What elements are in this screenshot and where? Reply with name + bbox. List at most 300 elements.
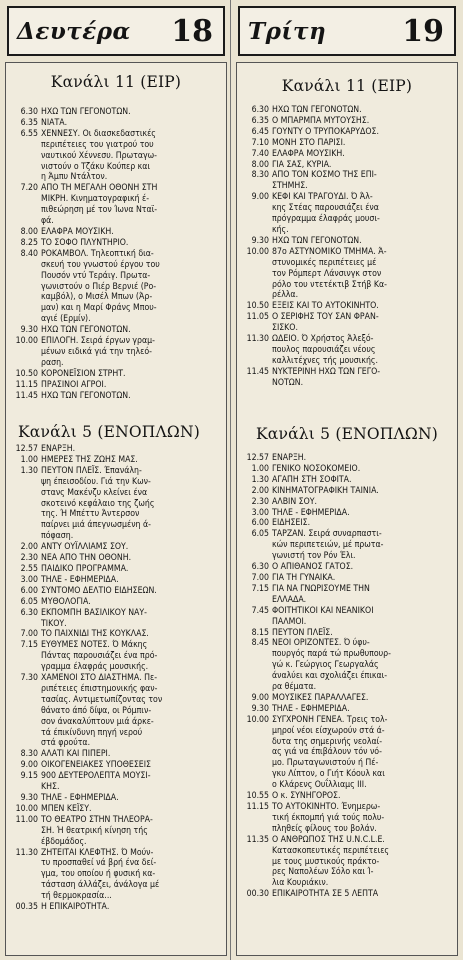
program-text-line: ΚΕΦΙ ΚΑΙ ΤΡΑΓΟΥΔΙ. Ό Άλ- bbox=[272, 192, 373, 203]
program-text-line: ΣΤΗΜΗΣ. bbox=[272, 181, 308, 192]
program-entry bbox=[240, 889, 454, 900]
program-text-line: ΝΕΟΙ ΟΡΙΖΟΝΤΕΣ. Ό ύφυ- bbox=[272, 638, 370, 649]
day-number: 18 bbox=[171, 13, 213, 49]
program-description bbox=[272, 715, 454, 791]
program-description bbox=[272, 497, 454, 508]
program-entry bbox=[9, 369, 223, 380]
program-time: 8.00 bbox=[20, 226, 38, 237]
program-time: 6.30 bbox=[20, 607, 38, 618]
program-text-line: ΣΥΝΤΟΜΟ ΔΕΛΤΙΟ ΕΙΔΗΣΕΩΝ. bbox=[41, 585, 157, 596]
program-text-line: αγιέ (Ερμίν). bbox=[41, 314, 91, 325]
program-time: 10.50 bbox=[246, 301, 269, 312]
listings-box bbox=[236, 62, 458, 956]
program-text-line: ΤΟ ΠΑΙΧΝΙΔΙ ΤΗΣ ΚΟΥΚΛΑΣ. bbox=[41, 629, 149, 640]
program-description bbox=[272, 573, 454, 584]
program-text-line: ΜΟΥΣΙΚΕΣ ΠΑΡΑΛΛΑΓΕΣ. bbox=[272, 692, 369, 703]
program-time: 2.30 bbox=[251, 496, 269, 507]
program-text-line: κών περιπετειών, μέ πρωτα- bbox=[272, 540, 384, 551]
program-time: 1.30 bbox=[20, 465, 38, 476]
program-text-line: μο. Πρωταγωνιστούν ή Πέ- bbox=[272, 758, 379, 769]
program-description bbox=[272, 693, 454, 704]
program-text-line: ΜΟΝΗ ΣΤΟ ΠΑΡΙΣΙ. bbox=[272, 137, 346, 148]
program-description bbox=[41, 118, 223, 129]
program-entry bbox=[240, 529, 454, 562]
program-text-line: της. Ή Μπέττυ Άντερσον bbox=[41, 509, 140, 520]
program-text-line: πουλος παρουσιάζει νέους bbox=[272, 344, 376, 355]
program-time: 6.55 bbox=[20, 128, 38, 139]
program-description bbox=[272, 334, 454, 367]
program-description bbox=[41, 542, 223, 553]
program-text-line: ΤΟ ΑΥΤΟΚΙΝΗΤΟ. Ένημερω- bbox=[272, 802, 381, 812]
program-description bbox=[272, 192, 454, 236]
program-text-line: ΠΑΙΔΙΚΟ ΠΡΟΓΡΑΜΜΑ. bbox=[41, 563, 129, 574]
program-time: 8.15 bbox=[251, 627, 269, 638]
program-text-line: έβδομάδος. bbox=[41, 836, 87, 847]
program-text-line: λια Κουριάκιν. bbox=[272, 878, 329, 889]
program-entry bbox=[240, 464, 454, 475]
program-description bbox=[272, 301, 454, 312]
program-entry bbox=[9, 902, 223, 913]
program-text-line: νιστούν ο Τζάκυ Κούπερ και bbox=[41, 161, 151, 172]
program-text-line: ΜΠΕΝ ΚΕΪΣΥ. bbox=[41, 803, 92, 814]
program-text-line: ΜΥΘΟΛΟΓΙΑ. bbox=[41, 596, 91, 607]
program-description bbox=[272, 486, 454, 497]
program-description bbox=[272, 464, 454, 475]
program-text-line: Η ΕΠΙΚΑΙΡΟΤΗΤΑ. bbox=[41, 902, 110, 913]
program-time: 6.30 bbox=[251, 562, 269, 573]
program-text-line: ΝΙΑΤΑ. bbox=[41, 117, 68, 128]
program-text-line: γραμμα έλαφράς μουσικής. bbox=[41, 662, 149, 673]
program-description bbox=[41, 455, 223, 466]
program-entry bbox=[9, 325, 223, 336]
program-text-line: Πουσόν ντύ Τεράιγ. Πρωτα- bbox=[41, 270, 151, 281]
program-description bbox=[272, 508, 454, 519]
program-text-line: στυνομικές περιπέτειες μέ bbox=[272, 257, 377, 268]
program-entry bbox=[9, 771, 223, 793]
program-text-line: μηροί νέοι είσχωρούν στά ά- bbox=[272, 725, 385, 736]
program-entry bbox=[9, 466, 223, 542]
program-description bbox=[272, 791, 454, 802]
program-text-line: ΗΧΩ ΤΩΝ ΓΕΓΟΝΟΤΩΝ. bbox=[41, 390, 131, 401]
program-time: 8.45 bbox=[251, 638, 269, 649]
program-text-line: ΤΟ ΘΕΑΤΡΟ ΣΤΗΝ ΤΗΛΕΟΡΑ- bbox=[41, 814, 153, 825]
program-entry bbox=[9, 608, 223, 630]
tuesday-column bbox=[234, 0, 460, 960]
program-time: 8.30 bbox=[251, 170, 269, 181]
program-description bbox=[41, 380, 223, 391]
program-text-line: ΑΠΟ ΤΟΝ ΚΟΣΜΟ ΤΗΣ ΕΠΙ- bbox=[272, 170, 377, 181]
program-entry bbox=[9, 575, 223, 586]
program-description bbox=[41, 227, 223, 238]
program-text-line: ΤΑΡΖΑΝ. Σειρά συναρπαστι- bbox=[272, 529, 382, 540]
program-description bbox=[41, 749, 223, 760]
program-description bbox=[272, 889, 454, 900]
program-entry bbox=[9, 749, 223, 760]
program-time: 6.30 bbox=[20, 107, 38, 117]
program-entry bbox=[240, 584, 454, 606]
program-text-line: ΗΧΩ ΤΩΝ ΓΕΓΟΝΟΤΩΝ. bbox=[272, 105, 362, 115]
program-text-line: ΠΡΑΣΙΝΟΙ ΑΓΡΟΙ. bbox=[41, 379, 107, 390]
program-text-line: τική έκπομπή γιά τούς πολυ- bbox=[272, 812, 385, 823]
program-entry bbox=[240, 497, 454, 508]
program-description bbox=[41, 183, 223, 227]
program-time: 11.30 bbox=[246, 334, 269, 345]
program-text-line: ας γιά να έπιβάλουν τόν νό- bbox=[272, 747, 382, 758]
program-time: 9.30 bbox=[251, 703, 269, 714]
program-entry bbox=[9, 597, 223, 608]
program-description bbox=[272, 116, 454, 127]
channel-heading: Κανάλι 5 (ΕΝΟΠΛΩΝ) bbox=[256, 425, 438, 443]
program-text-line: ο Κλάρενς Ουΐλλιαμς ΙΙΙ. bbox=[272, 780, 367, 791]
program-description bbox=[272, 138, 454, 149]
program-entry bbox=[240, 301, 454, 312]
program-time: 9.00 bbox=[251, 192, 269, 203]
program-text-line: ΤΙΚΟΥ. bbox=[41, 618, 67, 629]
program-time: 8.25 bbox=[20, 237, 38, 248]
program-text-line: Κατασκοπευτικές περιπέτειες bbox=[272, 845, 390, 856]
program-entry bbox=[240, 628, 454, 639]
program-description bbox=[272, 312, 454, 334]
program-text-line: πληθείς φίλους του βολάν. bbox=[272, 823, 377, 834]
program-text-line: τασίας. Αντιμετωπίζοντας τον bbox=[41, 694, 163, 705]
program-time: 11.15 bbox=[15, 379, 38, 390]
program-text-line: τον Ρόμπερτ Λάνσινγκ στον bbox=[272, 268, 382, 279]
program-entry bbox=[9, 793, 223, 804]
program-text-line: ΜΙΚΡΗ. Κινηματογραφική έ- bbox=[41, 194, 150, 205]
program-text-line: φά. bbox=[41, 216, 54, 227]
program-description bbox=[41, 575, 223, 586]
program-text-line: ΚΟΡΟΝΕΪΣΙΟΝ ΣΤΡΗΤ. bbox=[41, 368, 126, 379]
program-time: 7.10 bbox=[251, 137, 269, 148]
program-time: 9.30 bbox=[251, 235, 269, 246]
program-description bbox=[272, 835, 454, 890]
day-header bbox=[7, 6, 225, 56]
program-time: 10.00 bbox=[15, 803, 38, 814]
day-number: 19 bbox=[402, 13, 444, 49]
program-entry bbox=[240, 486, 454, 497]
program-description bbox=[41, 597, 223, 608]
program-entry bbox=[9, 553, 223, 564]
program-text-line: στανς Μακένζυ κλείνει ένα bbox=[41, 487, 148, 498]
column-divider bbox=[230, 0, 231, 960]
program-text-line: πουργός παρά τώ πρωθυπουρ- bbox=[272, 649, 391, 660]
program-text-line: ΠΕΥΤΟΝ ΠΛΕΪΣ. Έπανάλη- bbox=[41, 465, 142, 476]
program-entry bbox=[9, 129, 223, 184]
program-entry bbox=[9, 455, 223, 466]
program-description bbox=[41, 325, 223, 336]
program-entry bbox=[9, 760, 223, 771]
program-text-line: ΑΛΒΙΝ ΣΟΥ. bbox=[272, 496, 318, 507]
program-time: 6.05 bbox=[251, 529, 269, 540]
program-text-line: ρόλο του ντετέκτιβ Στήβ Κα- bbox=[272, 279, 387, 290]
program-text-line: τυ προσπαθεί νά βρή ένα δεί- bbox=[41, 858, 157, 869]
program-entry bbox=[9, 542, 223, 553]
program-entry bbox=[240, 127, 454, 138]
program-time: 7.15 bbox=[251, 583, 269, 594]
program-text-line: περιπέτειες του γιατρού του bbox=[41, 139, 154, 150]
program-entry bbox=[240, 170, 454, 192]
program-description bbox=[272, 160, 454, 171]
program-description bbox=[41, 760, 223, 771]
program-text-line: ΕΥΘΥΜΕΣ ΝΟΤΕΣ. Ό Μάκης bbox=[41, 640, 148, 651]
program-time: 2.30 bbox=[20, 553, 38, 564]
program-time: 7.20 bbox=[20, 183, 38, 194]
program-text-line: ΡΟΚΑΜΒΟΛ. Τηλεοπτική δια- bbox=[41, 248, 154, 259]
program-description bbox=[41, 369, 223, 380]
program-text-line: ΓΕΝΙΚΟ ΝΟΣΟΚΟΜΕΙΟ. bbox=[272, 463, 361, 474]
program-text-line: ΑΠΟ ΤΗ ΜΕΓΑΛΗ ΟΘΟΝΗ ΣΤΗ bbox=[41, 183, 158, 194]
program-list bbox=[9, 444, 223, 913]
program-description bbox=[272, 236, 454, 247]
program-text-line: μένων ειδικά γιά την τηλεό- bbox=[41, 346, 153, 357]
program-text-line: ΤΗΛΕ - ΕΦΗΜΕΡΙΔΑ. bbox=[41, 574, 119, 585]
program-entry bbox=[9, 238, 223, 249]
program-entry bbox=[240, 160, 454, 171]
program-time: 9.00 bbox=[251, 692, 269, 703]
program-entry bbox=[9, 640, 223, 673]
program-text-line: η Άμπυ Ντάλτον. bbox=[41, 172, 108, 183]
program-text-line: ρα θέματα. bbox=[272, 682, 317, 693]
program-text-line: ΝΥΚΤΕΡΙΝΗ ΗΧΩ ΤΩΝ ΓΕΓΟ- bbox=[272, 366, 381, 377]
program-description bbox=[272, 802, 454, 835]
program-entry bbox=[9, 336, 223, 369]
program-text-line: Ο ΜΠΑΡΜΠΑ ΜΥΤΟΥΣΗΣ. bbox=[272, 115, 370, 126]
program-text-line: τάσταση άλλάζει, άνάλογα μέ bbox=[41, 880, 160, 891]
program-entry bbox=[9, 673, 223, 749]
program-time: 9.00 bbox=[20, 760, 38, 771]
program-time: 6.35 bbox=[20, 117, 38, 128]
program-entry bbox=[240, 704, 454, 715]
program-text-line: ναυτικού Χέννεσυ. Πρωταγω- bbox=[41, 150, 157, 161]
program-text-line: ΕΞΕΙΣ ΚΑΙ ΤΟ ΑΥΤΟΚΙΝΗΤΟ. bbox=[272, 301, 379, 312]
program-entry bbox=[240, 105, 454, 116]
program-description bbox=[41, 902, 223, 913]
program-time: 10.50 bbox=[15, 368, 38, 379]
program-description bbox=[41, 107, 223, 118]
program-description bbox=[41, 466, 223, 542]
program-time: 1.30 bbox=[251, 474, 269, 485]
program-text-line: με τους μυστικούς πράκτο- bbox=[272, 856, 380, 867]
program-text-line: ΣΥΓΧΡΟΝΗ ΓΕΝΕΑ. Τρεις τολ- bbox=[272, 714, 388, 725]
program-time: 1.00 bbox=[20, 454, 38, 465]
program-entry bbox=[9, 107, 223, 118]
day-name: Τρίτη bbox=[248, 17, 327, 45]
program-entry bbox=[240, 192, 454, 236]
program-text-line: ΑΛΑΤΙ ΚΑΙ ΠΙΠΕΡΙ. bbox=[41, 749, 111, 760]
channel-heading: Κανάλι 5 (ΕΝΟΠΛΩΝ) bbox=[18, 423, 200, 441]
channel-heading: Κανάλι 11 (ΕΙΡ) bbox=[281, 77, 413, 95]
program-time: 10.00 bbox=[15, 336, 38, 347]
program-text-line: Ο ΣΕΡΙΦΗΣ ΤΟΥ ΣΑΝ ΦΡΑΝ- bbox=[272, 312, 379, 323]
program-time: 9.30 bbox=[20, 793, 38, 803]
program-time: 10.00 bbox=[246, 246, 269, 257]
program-time: 7.40 bbox=[251, 148, 269, 159]
program-text-line: πόφαση. bbox=[41, 531, 74, 542]
program-text-line: ψη έπεισοδίου. Γιά την Κων- bbox=[41, 476, 151, 487]
program-text-line: τά έπικίνδυνη πηγή νερού bbox=[41, 727, 143, 738]
program-time: 11.45 bbox=[15, 390, 38, 401]
program-entry bbox=[9, 804, 223, 815]
program-text-line: ΑΓΑΠΗ ΣΤΗ ΣΟΦΙΤΑ. bbox=[272, 474, 352, 485]
program-description bbox=[272, 247, 454, 302]
program-text-line: γώ κ. Γεώργιος Γεωργαλάς bbox=[272, 660, 379, 671]
program-time: 11.45 bbox=[246, 366, 269, 377]
program-description bbox=[41, 804, 223, 815]
program-text-line: ΕΛΑΦΡΑ ΜΟΥΣΙΚΗ. bbox=[41, 226, 114, 237]
program-entry bbox=[240, 693, 454, 704]
program-entry bbox=[9, 183, 223, 227]
program-description bbox=[272, 584, 454, 606]
program-description bbox=[272, 628, 454, 639]
program-time: 6.05 bbox=[20, 596, 38, 607]
program-text-line: ΓΙΑ ΣΑΣ, ΚΥΡΙΑ. bbox=[272, 159, 332, 170]
program-entry bbox=[9, 391, 223, 402]
program-time: 1.00 bbox=[251, 463, 269, 474]
program-time: 2.00 bbox=[20, 542, 38, 553]
program-list bbox=[9, 107, 223, 401]
program-time: 11.35 bbox=[246, 834, 269, 845]
program-text-line: γωνιστούν ο Πιέρ Βερνιέ (Ρο- bbox=[41, 281, 157, 292]
program-time: 6.30 bbox=[251, 105, 269, 115]
program-text-line: ΕΠΙΚΑΙΡΟΤΗΤΑ ΣΕ 5 ΛΕΠΤΑ bbox=[272, 889, 379, 900]
program-time: 12.57 bbox=[15, 444, 38, 454]
program-text-line: ΠΕΥΤΟΝ ΠΛΕΪΣ. bbox=[272, 627, 333, 638]
program-text-line: δυτα της σημερινής νεολαί- bbox=[272, 736, 383, 747]
program-text-line: Ο ΑΝΘΡΩΠΟΣ ΤΗΣ U.N.C.L.E. bbox=[272, 834, 385, 845]
program-description bbox=[41, 793, 223, 804]
program-text-line: ΤΗΛΕ - ΕΦΗΜΕΡΙΔΑ. bbox=[41, 793, 119, 803]
program-text-line: 900 ΔΕΥΤΕΡΟΛΕΠΤΑ ΜΟΥΣΙ- bbox=[41, 771, 151, 782]
program-entry bbox=[240, 573, 454, 584]
program-text-line: άναλύει και σχολιάζει έπικαι- bbox=[272, 671, 388, 682]
program-text-line: σκοτεινό κεφάλαιο της ζωής bbox=[41, 498, 155, 509]
program-description bbox=[41, 129, 223, 184]
day-name: Δευτέρα bbox=[17, 17, 131, 45]
program-text-line: σον άνακαλύπτουν μιά άρκε- bbox=[41, 716, 154, 727]
program-text-line: τή θερμοκρασία... bbox=[41, 891, 112, 902]
program-text-line: ΧΕΝΝΕΣΥ. Οι διασκεδαστικές bbox=[41, 128, 156, 139]
program-text-line: ΗΧΩ ΤΩΝ ΓΕΓΟΝΟΤΩΝ. bbox=[272, 235, 362, 246]
program-description bbox=[41, 238, 223, 249]
program-time: 11.00 bbox=[15, 814, 38, 825]
program-time: 3.00 bbox=[20, 574, 38, 585]
program-description bbox=[272, 170, 454, 192]
program-time: 7.15 bbox=[20, 640, 38, 651]
program-time: 7.00 bbox=[20, 629, 38, 640]
program-text-line: ραση. bbox=[41, 357, 64, 368]
program-time: 8.00 bbox=[251, 159, 269, 170]
program-time: 00.30 bbox=[246, 889, 269, 900]
program-text-line: ΤΗΛΕ - ΕΦΗΜΕΡΙΔΑ. bbox=[272, 703, 350, 714]
program-text-line: ΕΛΑΦΡΑ ΜΟΥΣΙΚΗ. bbox=[272, 148, 345, 159]
program-text-line: ΕΝΑΡΞΗ. bbox=[272, 453, 307, 463]
channel-heading: Κανάλι 11 (ΕΙΡ) bbox=[50, 73, 182, 91]
program-description bbox=[272, 453, 454, 464]
program-text-line: καμβόλ), ο Μισέλ Μπων (Άρ- bbox=[41, 292, 153, 303]
program-entry bbox=[240, 475, 454, 486]
program-entry bbox=[9, 564, 223, 575]
program-description bbox=[41, 771, 223, 793]
program-text-line: ΕΝΑΡΞΗ. bbox=[41, 444, 76, 454]
program-time: 7.45 bbox=[251, 605, 269, 616]
program-description bbox=[41, 564, 223, 575]
program-entry bbox=[240, 835, 454, 890]
program-text-line: πρόγραμμα έλαφράς μουσι- bbox=[272, 214, 380, 225]
program-list bbox=[240, 105, 454, 389]
program-text-line: ΣΗ. Ή θεατρική κίνηση τής bbox=[41, 825, 148, 836]
program-text-line: ΕΛΛΑΔΑ. bbox=[272, 594, 307, 605]
program-time: 2.55 bbox=[20, 563, 38, 574]
program-entry bbox=[240, 508, 454, 519]
program-time: 6.00 bbox=[20, 585, 38, 596]
program-time: 9.15 bbox=[20, 771, 38, 782]
program-description bbox=[272, 638, 454, 693]
program-text-line: πιθεώρηση μέ τον Ίωνα Νταϊ- bbox=[41, 205, 158, 216]
program-entry bbox=[240, 149, 454, 160]
program-time: 00.35 bbox=[15, 902, 38, 913]
program-description bbox=[272, 704, 454, 715]
program-entry bbox=[240, 367, 454, 389]
program-entry bbox=[240, 518, 454, 529]
program-text-line: γωνιστή τον Ρόν Έλι. bbox=[272, 551, 356, 562]
program-entry bbox=[9, 249, 223, 325]
program-description bbox=[41, 815, 223, 848]
program-text-line: κής. bbox=[272, 224, 289, 235]
program-time: 10.55 bbox=[246, 791, 269, 802]
program-entry bbox=[240, 802, 454, 835]
program-entry bbox=[240, 715, 454, 791]
program-time: 10.00 bbox=[246, 714, 269, 725]
program-entry bbox=[9, 848, 223, 903]
program-description bbox=[41, 249, 223, 325]
program-description bbox=[272, 562, 454, 573]
program-text-line: ΝΟΤΩΝ. bbox=[272, 377, 304, 388]
program-description bbox=[41, 391, 223, 402]
program-text-line: σκευή του γνωστού έργου του bbox=[41, 259, 160, 270]
program-entry bbox=[240, 247, 454, 302]
program-description bbox=[41, 586, 223, 597]
program-text-line: γμα, του οποίου ή φυσική κα- bbox=[41, 869, 156, 880]
program-text-line: ΗΧΩ ΤΩΝ ΓΕΓΟΝΟΤΩΝ. bbox=[41, 325, 131, 336]
program-description bbox=[41, 336, 223, 369]
program-description bbox=[272, 529, 454, 562]
program-text-line: καλλιτέχνες τής μουσικής. bbox=[272, 355, 378, 366]
program-time: 8.30 bbox=[20, 749, 38, 760]
program-text-line: θάνατο άπό δίψα, οι Ρόμπιν- bbox=[41, 705, 152, 716]
program-text-line: ΕΚΠΟΜΠΗ ΒΑΣΙΛΙΚΟΥ ΝΑΥ- bbox=[41, 607, 147, 618]
program-entry bbox=[240, 236, 454, 247]
program-entry bbox=[9, 629, 223, 640]
program-description bbox=[272, 127, 454, 138]
program-entry bbox=[240, 138, 454, 149]
program-text-line: ΧΑΜΕΝΟΙ ΣΤΟ ΔΙΑΣΤΗΜΑ. Πε- bbox=[41, 673, 158, 684]
program-entry bbox=[240, 334, 454, 367]
program-description bbox=[41, 848, 223, 903]
program-time: 7.30 bbox=[20, 673, 38, 684]
program-text-line: μαν) και η Μαρί Φράνς Μπου- bbox=[41, 303, 157, 314]
program-text-line: ΕΙΔΗΣΕΙΣ. bbox=[272, 518, 311, 529]
program-text-line: ΦΟΙΤΗΤΙΚΟΙ ΚΑΙ ΝΕΑΝΙΚΟΙ bbox=[272, 605, 374, 616]
program-description bbox=[41, 629, 223, 640]
program-entry bbox=[240, 453, 454, 464]
program-text-line: ΗΜΕΡΕΣ ΤΗΣ ΖΩΗΣ ΜΑΣ. bbox=[41, 454, 138, 465]
program-time: 11.05 bbox=[246, 312, 269, 323]
program-time: 2.00 bbox=[251, 485, 269, 496]
program-text-line: ΗΧΩ ΤΩΝ ΓΕΓΟΝΟΤΩΝ. bbox=[41, 107, 131, 117]
program-description bbox=[272, 149, 454, 160]
program-time: 3.00 bbox=[251, 507, 269, 518]
program-list bbox=[240, 453, 454, 900]
